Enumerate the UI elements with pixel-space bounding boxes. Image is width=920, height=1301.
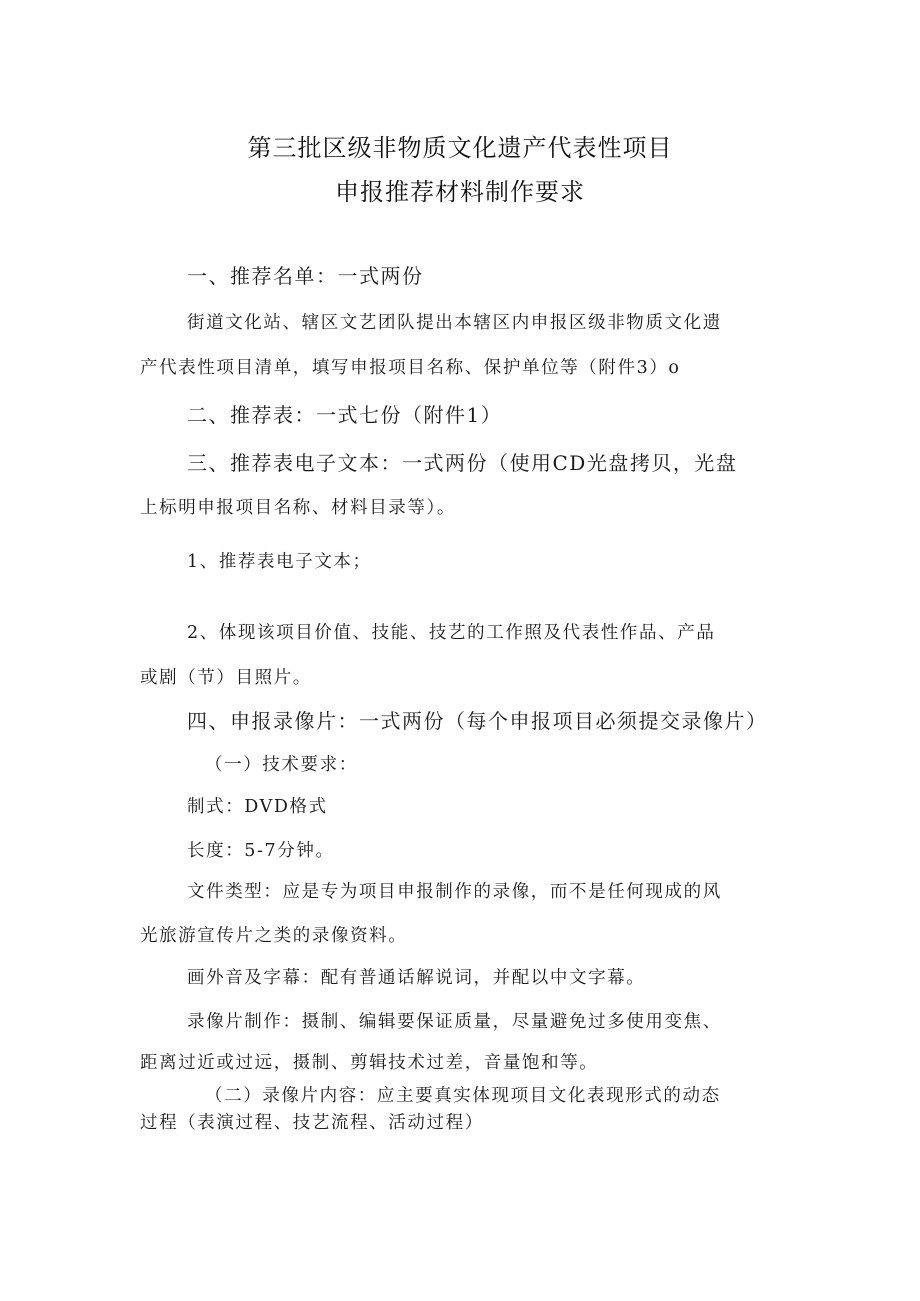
section-4-subheading-2-line-1: （二）录像片内容：应主要真实体现项目文化表现形式的动态 <box>205 1086 721 1106</box>
production-line-2: 距离过近或过远，摄制、剪辑技术过差，音量饱和等。 <box>140 1053 599 1073</box>
section-1-paragraph-line-1: 街道文化站、辖区文艺团队提出本辖区内申报区级非物质文化遗 <box>187 313 722 333</box>
document-title-line-1: 第三批区级非物质文化遗产代表性项目 <box>247 134 673 162</box>
section-3-item-1: 1、推荐表电子文本； <box>187 552 372 572</box>
section-4-subheading-1: （一）技术要求： <box>205 755 358 775</box>
length-line: 长度：5-7分钟。 <box>187 841 335 861</box>
section-4-subheading-2-line-2: 过程（表演过程、技艺流程、活动过程） <box>140 1113 484 1133</box>
section-3-heading-line-2: 上标明申报项目名称、材料目录等）。 <box>140 498 456 518</box>
section-1-heading: 一、推荐名单：一式两份 <box>187 264 424 288</box>
section-2-heading: 二、推荐表：一式七份（附件1） <box>187 403 503 427</box>
file-type-line-1: 文件类型：应是专为项目申报制作的录像，而不是任何现成的风 <box>187 882 722 902</box>
production-line-1: 录像片制作：摄制、编辑要保证质量，尽量避免过多使用变焦、 <box>187 1012 722 1032</box>
section-3-heading-line-1: 三、推荐表电子文本：一式两份（使用CD光盘拷贝，光盘 <box>187 451 738 475</box>
section-3-item-2-line-2: 或剧（节）目照片。 <box>140 668 312 688</box>
document-title-line-2: 申报推荐材料制作要求 <box>335 178 585 206</box>
voiceover-line: 画外音及字幕：配有普通话解说词，并配以中文字幕。 <box>187 968 646 988</box>
section-1-paragraph-line-2: 产代表性项目清单，填写申报项目名称、保护单位等（附件3）o <box>140 358 681 378</box>
format-line: 制式：DVD格式 <box>187 797 328 817</box>
file-type-line-2: 光旅游宣传片之类的录像资料。 <box>140 926 408 946</box>
section-4-heading: 四、申报录像片：一式两份（每个申报项目必须提交录像片） <box>187 709 768 733</box>
section-3-item-2-line-1: 2、体现该项目价值、技能、技艺的工作照及代表性作品、产品 <box>187 623 716 643</box>
